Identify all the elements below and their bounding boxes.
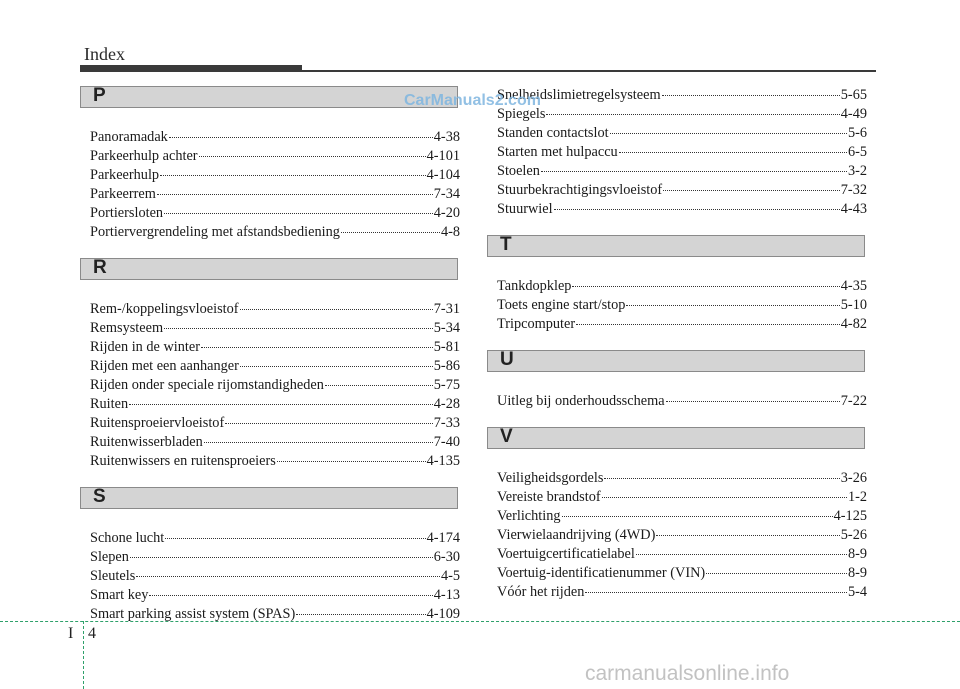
dot-leader [225, 423, 433, 424]
dot-leader [562, 516, 833, 517]
entry-page: 5-4 [847, 584, 867, 600]
dot-leader [662, 95, 840, 96]
entry-page: 7-40 [433, 434, 460, 450]
entry-page: 7-22 [840, 393, 867, 409]
entry-label: Tankdopklep [497, 278, 572, 294]
entry-label: Tripcomputer [497, 316, 576, 332]
index-entry[interactable] [497, 315, 867, 334]
index-entry[interactable] [90, 357, 460, 376]
entry-label: Snelheidslimietregelsysteem [497, 87, 661, 103]
index-entry[interactable] [90, 567, 460, 586]
entry-label: Stoelen [497, 163, 540, 179]
entry-label: Portiervergrendeling met afstandsbediening [90, 224, 340, 240]
entry-label: Smart key [90, 587, 149, 603]
entry-label: Rem-/koppelingsvloeistof [90, 301, 239, 317]
entry-label: Veiligheidsgordels [497, 470, 604, 486]
index-entry[interactable] [90, 204, 460, 223]
index-entry[interactable] [90, 395, 460, 414]
entry-page: 4-82 [840, 316, 867, 332]
index-entry[interactable] [90, 433, 460, 452]
index-entry[interactable] [497, 200, 867, 219]
dot-leader [240, 366, 433, 367]
section-letter: V [500, 426, 513, 447]
entry-label: Stuurwiel [497, 201, 553, 217]
index-entry[interactable] [90, 529, 460, 548]
index-column-right [497, 86, 867, 618]
index-entry[interactable] [497, 162, 867, 181]
entry-page: 6-30 [433, 549, 460, 565]
section-letter: T [500, 234, 512, 255]
index-entry[interactable] [90, 128, 460, 147]
dot-leader [706, 573, 847, 574]
index-entry[interactable] [497, 507, 867, 526]
entry-page: 5-65 [840, 87, 867, 103]
footer-crop-line [0, 621, 960, 622]
entry-page: 5-26 [840, 527, 867, 543]
entry-label: Parkeerrem [90, 186, 156, 202]
footer-crop-line-vertical [83, 621, 84, 689]
entry-page: 4-20 [433, 205, 460, 221]
entry-page: 8-9 [847, 546, 867, 562]
entry-label: Verlichting [497, 508, 561, 524]
entry-page: 4-135 [426, 453, 460, 469]
index-column-left [90, 86, 460, 640]
entry-page: 4-13 [433, 587, 460, 603]
dot-leader [149, 595, 432, 596]
entry-page: 4-43 [840, 201, 867, 217]
entry-label: Portiersloten [90, 205, 164, 221]
entry-page: 7-31 [433, 301, 460, 317]
dot-leader [157, 194, 433, 195]
entry-page: 4-38 [433, 129, 460, 145]
index-entry[interactable] [497, 86, 867, 105]
entry-page: 4-35 [840, 278, 867, 294]
entry-page: 5-6 [847, 125, 867, 141]
entry-page: 4-101 [426, 148, 460, 164]
dot-leader [169, 137, 433, 138]
entry-page: 4-49 [840, 106, 867, 122]
entry-label: Rijden in de winter [90, 339, 200, 355]
page-number: 4 [88, 625, 96, 642]
index-entry[interactable] [497, 392, 867, 411]
entry-label: Ruiten [90, 396, 129, 412]
index-entry[interactable] [90, 414, 460, 433]
dot-leader [666, 401, 840, 402]
dot-leader [602, 497, 847, 498]
index-entry[interactable] [497, 277, 867, 296]
page-title: Index [84, 44, 125, 64]
index-entry[interactable] [497, 105, 867, 124]
section-letter: U [500, 349, 514, 370]
entry-label: Rijden met een aanhanger [90, 358, 239, 374]
section-entries-s [90, 529, 460, 624]
dot-leader [636, 554, 847, 555]
entry-label: Starten met hulpaccu [497, 144, 618, 160]
entry-label: Ruitenwissers en ruitensproeiers [90, 453, 276, 469]
watermark-carmanualsonline: carmanualsonline.info [585, 662, 790, 685]
index-entry[interactable] [90, 185, 460, 204]
section-header-r [80, 258, 458, 280]
index-entry[interactable] [90, 223, 460, 242]
entry-page: 8-9 [847, 565, 867, 581]
index-entry[interactable] [90, 452, 460, 471]
header-rule [80, 70, 876, 72]
dot-leader [610, 133, 847, 134]
index-entry[interactable] [90, 300, 460, 319]
entry-page: 4-109 [426, 606, 460, 622]
entry-page: 6-5 [847, 144, 867, 160]
index-entry[interactable] [497, 545, 867, 564]
entry-label: Ruitensproeiervloeistof [90, 415, 225, 431]
index-entry[interactable] [497, 143, 867, 162]
entry-label: Uitleg bij onderhoudsschema [497, 393, 665, 409]
index-entry[interactable] [90, 338, 460, 357]
dot-leader [164, 328, 433, 329]
dot-leader [541, 171, 847, 172]
entry-page: 3-2 [847, 163, 867, 179]
entry-label: Vóór het rijden [497, 584, 585, 600]
dot-leader [296, 614, 425, 615]
section-entries-r [90, 300, 460, 471]
dot-leader [663, 190, 840, 191]
section-header-u [487, 350, 865, 372]
index-entry[interactable] [497, 564, 867, 583]
index-entry[interactable] [90, 548, 460, 567]
entry-page: 4-104 [426, 167, 460, 183]
index-entry[interactable] [90, 586, 460, 605]
entry-label: Rijden onder speciale rijomstandigheden [90, 377, 324, 393]
dot-leader [572, 286, 839, 287]
dot-leader [619, 152, 847, 153]
dot-leader [164, 213, 433, 214]
entry-label: Slepen [90, 549, 129, 565]
entry-page: 5-86 [433, 358, 460, 374]
dot-leader [136, 576, 440, 577]
section-header-v [487, 427, 865, 449]
entry-label: Parkeerhulp [90, 167, 160, 183]
entry-page: 5-34 [433, 320, 460, 336]
entry-label: Spiegels [497, 106, 546, 122]
dot-leader [204, 442, 433, 443]
dot-leader [325, 385, 433, 386]
index-entry[interactable] [90, 376, 460, 395]
entry-page: 3-26 [840, 470, 867, 486]
index-entry[interactable] [497, 469, 867, 488]
entry-label: Schone lucht [90, 530, 165, 546]
section-letter: R [93, 257, 107, 278]
section-header-s [80, 487, 458, 509]
entry-page: 4-5 [440, 568, 460, 584]
entry-label: Remsysteem [90, 320, 164, 336]
entry-label: Ruitenwisserbladen [90, 434, 203, 450]
entry-page: 4-8 [440, 224, 460, 240]
entry-label: Voertuig-identificatienummer (VIN) [497, 565, 706, 581]
entry-label: Sleutels [90, 568, 136, 584]
entry-page: 7-32 [840, 182, 867, 198]
entry-page: 5-81 [433, 339, 460, 355]
dot-leader [585, 592, 847, 593]
section-entries-u [497, 392, 867, 411]
entry-page: 4-174 [426, 530, 460, 546]
section-entries-s-continued [497, 86, 867, 219]
dot-leader [604, 478, 839, 479]
entry-page: 1-2 [847, 489, 867, 505]
dot-leader [546, 114, 839, 115]
entry-page: 7-33 [433, 415, 460, 431]
index-entry[interactable] [90, 147, 460, 166]
entry-label: Stuurbekrachtigingsvloeistof [497, 182, 663, 198]
dot-leader [656, 535, 839, 536]
dot-leader [341, 232, 440, 233]
section-entries-p [90, 128, 460, 242]
page-prefix: I [68, 625, 74, 642]
index-entry[interactable] [497, 181, 867, 200]
entry-page: 4-125 [833, 508, 867, 524]
entry-label: Vereiste brandstof [497, 489, 601, 505]
section-header-t [487, 235, 865, 257]
section-header-p [80, 86, 458, 108]
index-entry[interactable] [497, 488, 867, 507]
watermark-carmanuals2: CarManuals2.com [404, 92, 541, 109]
entry-page: 5-10 [840, 297, 867, 313]
dot-leader [130, 557, 433, 558]
entry-label: Parkeerhulp achter [90, 148, 198, 164]
entry-page: 5-75 [433, 377, 460, 393]
entry-label: Toets engine start/stop [497, 297, 626, 313]
entry-label: Vierwielaandrijving (4WD) [497, 527, 656, 543]
dot-leader [199, 156, 426, 157]
index-entry[interactable] [90, 166, 460, 185]
index-entry[interactable] [497, 296, 867, 315]
index-entry[interactable] [497, 526, 867, 545]
dot-leader [201, 347, 433, 348]
entry-label: Panoramadak [90, 129, 168, 145]
index-entry[interactable] [497, 583, 867, 602]
section-letter: S [93, 486, 106, 507]
dot-leader [576, 324, 840, 325]
index-entry[interactable] [90, 319, 460, 338]
dot-leader [626, 305, 839, 306]
entry-label: Voertuigcertificatielabel [497, 546, 635, 562]
dot-leader [240, 309, 433, 310]
dot-leader [554, 209, 840, 210]
section-entries-t [497, 277, 867, 334]
dot-leader [129, 404, 433, 405]
entry-page: 7-34 [433, 186, 460, 202]
entry-label: Smart parking assist system (SPAS) [90, 606, 296, 622]
entry-label: Standen contactslot [497, 125, 609, 141]
entry-page: 4-28 [433, 396, 460, 412]
index-entry[interactable] [497, 124, 867, 143]
dot-leader [160, 175, 426, 176]
dot-leader [277, 461, 426, 462]
section-letter: P [93, 85, 106, 106]
section-entries-v [497, 469, 867, 602]
dot-leader [165, 538, 425, 539]
